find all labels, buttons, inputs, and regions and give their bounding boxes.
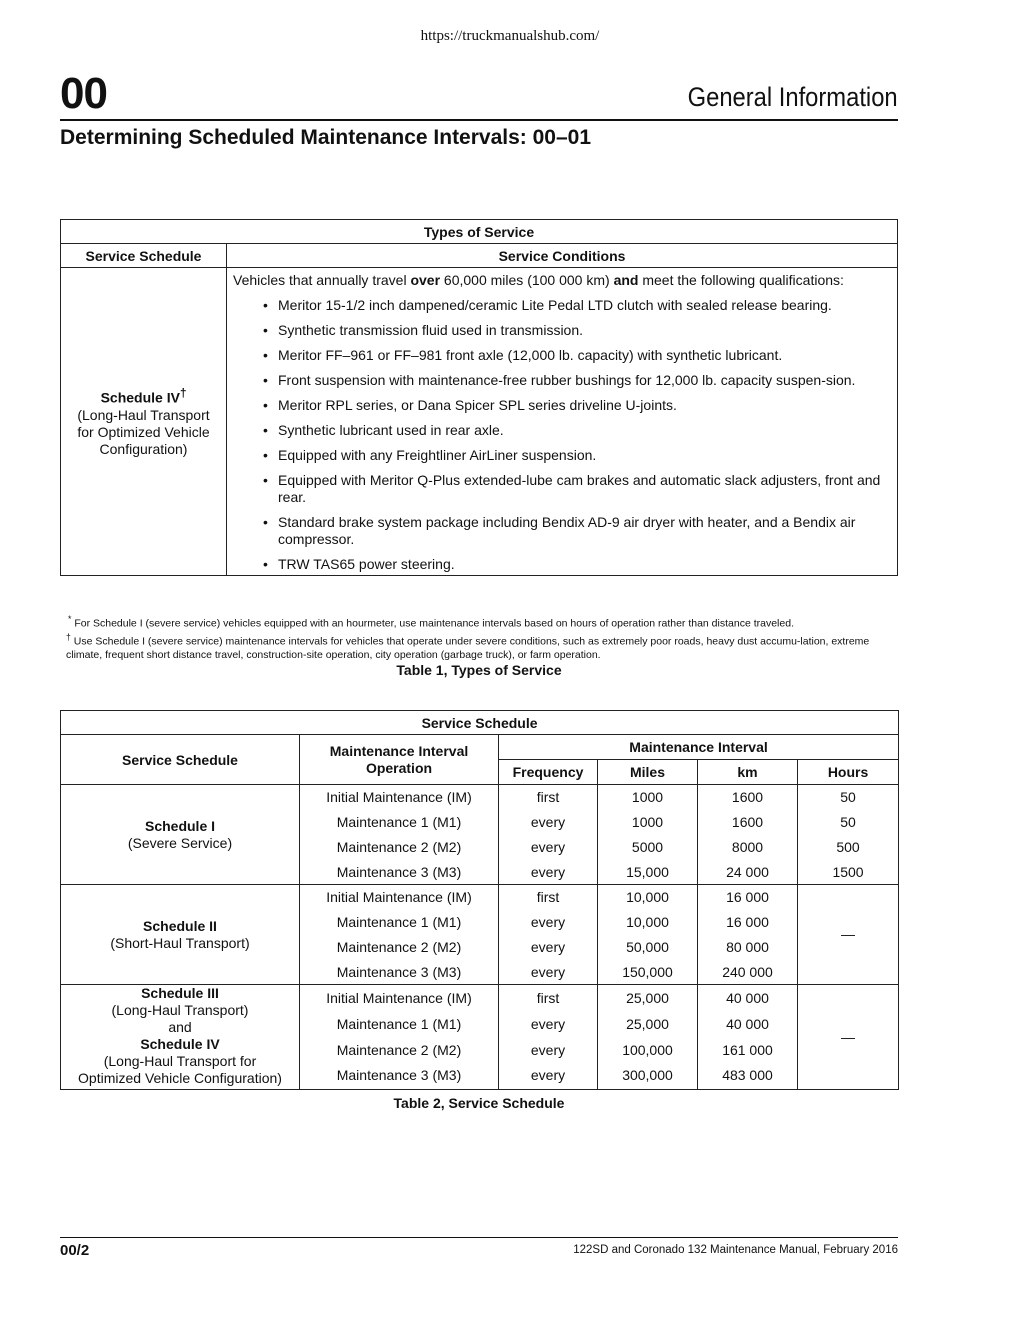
list-item: • Synthetic transmission fluid used in transmission. [263,322,891,339]
miles-cell: 100,000 [598,1037,698,1063]
table1-col-conditions: Service Conditions [227,244,898,268]
schedule-i-cell: Schedule I (Severe Service) [61,785,300,885]
table-row [61,885,899,910]
hours-cell: 50 [798,785,899,810]
operation-cell: Maintenance 1 (M1) [300,910,499,935]
operation-cell: Initial Maintenance (IM) [300,785,499,810]
km-cell: 16 000 [698,885,798,910]
km-cell: 24 000 [698,860,798,885]
frequency-cell: every [499,1063,598,1089]
service-schedule-table [60,710,899,1090]
miles-cell: 25,000 [598,985,698,1011]
km-cell: 40 000 [698,1011,798,1037]
section-number: 00 [60,69,107,118]
table2-col-miles: Miles [598,760,698,785]
miles-cell: 1000 [598,785,698,810]
list-item: • Meritor 15-1/2 inch dampened/ceramic Lite Pedal LTD clutch with sealed release bearing. [263,297,891,314]
list-item: • Standard brake system package including Bendix AD-9 air dryer with heater, and a Bendix air compressor. [263,514,891,548]
table-row [61,985,899,1011]
service-conditions-cell [227,268,898,576]
schedule-iv-desc-2: for Optimized Vehicle [77,423,210,440]
footnote-asterisk: * For Schedule I (severe service) vehicles equipped with an hourmeter, use maintenance intervals based on hours of operation rather than distance traveled. [68,614,794,630]
miles-cell: 25,000 [598,1011,698,1037]
footer-rule [60,1237,898,1238]
frequency-cell: every [499,910,598,935]
list-item: • Meritor FF–961 or FF–981 front axle (12,000 lb. capacity) with synthetic lubricant. [263,347,891,364]
miles-cell: 50,000 [598,935,698,960]
miles-cell: 5000 [598,835,698,860]
page-number: 00/2 [60,1242,90,1259]
section-title: General Information [688,82,898,112]
hours-cell: — [798,885,899,985]
miles-cell: 10,000 [598,910,698,935]
frequency-cell: every [499,835,598,860]
operation-cell: Maintenance 2 (M2) [300,1037,499,1063]
operation-cell: Maintenance 3 (M3) [300,860,499,885]
frequency-cell: first [499,885,598,910]
hours-cell: — [798,985,899,1090]
table2-col-hours: Hours [798,760,899,785]
table1-caption: Table 1, Types of Service [396,662,562,678]
operation-cell: Maintenance 1 (M1) [300,810,499,835]
hours-cell: 500 [798,835,899,860]
hours-cell: 1500 [798,860,899,885]
km-cell: 240 000 [698,960,798,985]
operation-cell: Maintenance 2 (M2) [300,835,499,860]
frequency-cell: every [499,1011,598,1037]
schedule-iii-iv-cell: Schedule III (Long-Haul Transport) and Schedule IV (Long-Haul Transport for Optimized Vehicle Configuration) [61,985,300,1090]
table1-title: Types of Service [61,220,898,244]
table-row [61,785,899,810]
km-cell: 8000 [698,835,798,860]
table1-col-schedule: Service Schedule [61,244,227,268]
table2-col-frequency: Frequency [499,760,598,785]
list-item: • Equipped with Meritor Q-Plus extended-lube cam brakes and automatic slack adjusters, front and rear. [263,472,891,506]
table2-col-schedule: Service Schedule [61,735,300,785]
operation-cell: Maintenance 1 (M1) [300,1011,499,1037]
conditions-intro: Vehicles that annually travel over 60,000 miles (100 000 km) and meet the following qualifications: [233,272,844,288]
miles-cell: 10,000 [598,885,698,910]
list-item: • TRW TAS65 power steering. [263,556,891,573]
table2-col-operation: Maintenance Interval Operation [300,735,499,785]
miles-cell: 1000 [598,810,698,835]
miles-cell: 300,000 [598,1063,698,1089]
operation-cell: Initial Maintenance (IM) [300,985,499,1011]
table2-col-interval: Maintenance Interval [499,735,899,760]
types-of-service-table [60,219,898,576]
frequency-cell: every [499,810,598,835]
header-rule [60,119,898,121]
list-item: • Meritor RPL series, or Dana Spicer SPL series driveline U-joints. [263,397,891,414]
list-item: • Synthetic lubricant used in rear axle. [263,422,891,439]
miles-cell: 150,000 [598,960,698,985]
operation-cell: Maintenance 3 (M3) [300,1063,499,1089]
km-cell: 1600 [698,785,798,810]
manual-title: 122SD and Coronado 132 Maintenance Manual, February 2016 [573,1244,898,1256]
frequency-cell: every [499,960,598,985]
list-item: • Equipped with any Freightliner AirLiner suspension. [263,447,891,464]
source-url: https://truckmanualshub.com/ [420,28,600,44]
operation-cell: Maintenance 3 (M3) [300,960,499,985]
km-cell: 1600 [698,810,798,835]
km-cell: 80 000 [698,935,798,960]
list-item: • Front suspension with maintenance-free rubber bushings for 12,000 lb. capacity suspen-sion. [263,372,891,389]
frequency-cell: first [499,985,598,1011]
frequency-cell: first [499,785,598,810]
km-cell: 16 000 [698,910,798,935]
schedule-ii-cell: Schedule II (Short-Haul Transport) [61,885,300,985]
dagger-mark: † [179,387,187,401]
table2-col-km: km [698,760,798,785]
schedule-iv-desc-1: (Long-Haul Transport [77,406,210,423]
miles-cell: 15,000 [598,860,698,885]
schedule-iv-cell [61,268,227,576]
table2-title: Service Schedule [61,711,899,735]
km-cell: 483 000 [698,1063,798,1089]
km-cell: 40 000 [698,985,798,1011]
frequency-cell: every [499,1037,598,1063]
hours-cell: 50 [798,810,899,835]
frequency-cell: every [499,935,598,960]
frequency-cell: every [499,860,598,885]
schedule-iv-desc-3: Configuration) [99,440,188,457]
page-heading: Determining Scheduled Maintenance Intervals: 00–01 [60,126,592,149]
footnote-dagger: † Use Schedule I (severe service) maintenance intervals for vehicles that operate under severe conditions, such as extremely poor roads, heavy dust accumu-lation, extreme climate, frequent short distance travel, construction-site operation, city operation (garbage truck), or farm operation. [66,632,870,661]
conditions-list [263,297,891,573]
schedule-iv-name: Schedule IV [100,389,180,406]
operation-cell: Maintenance 2 (M2) [300,935,499,960]
operation-cell: Initial Maintenance (IM) [300,885,499,910]
km-cell: 161 000 [698,1037,798,1063]
table2-caption: Table 2, Service Schedule [393,1095,565,1111]
